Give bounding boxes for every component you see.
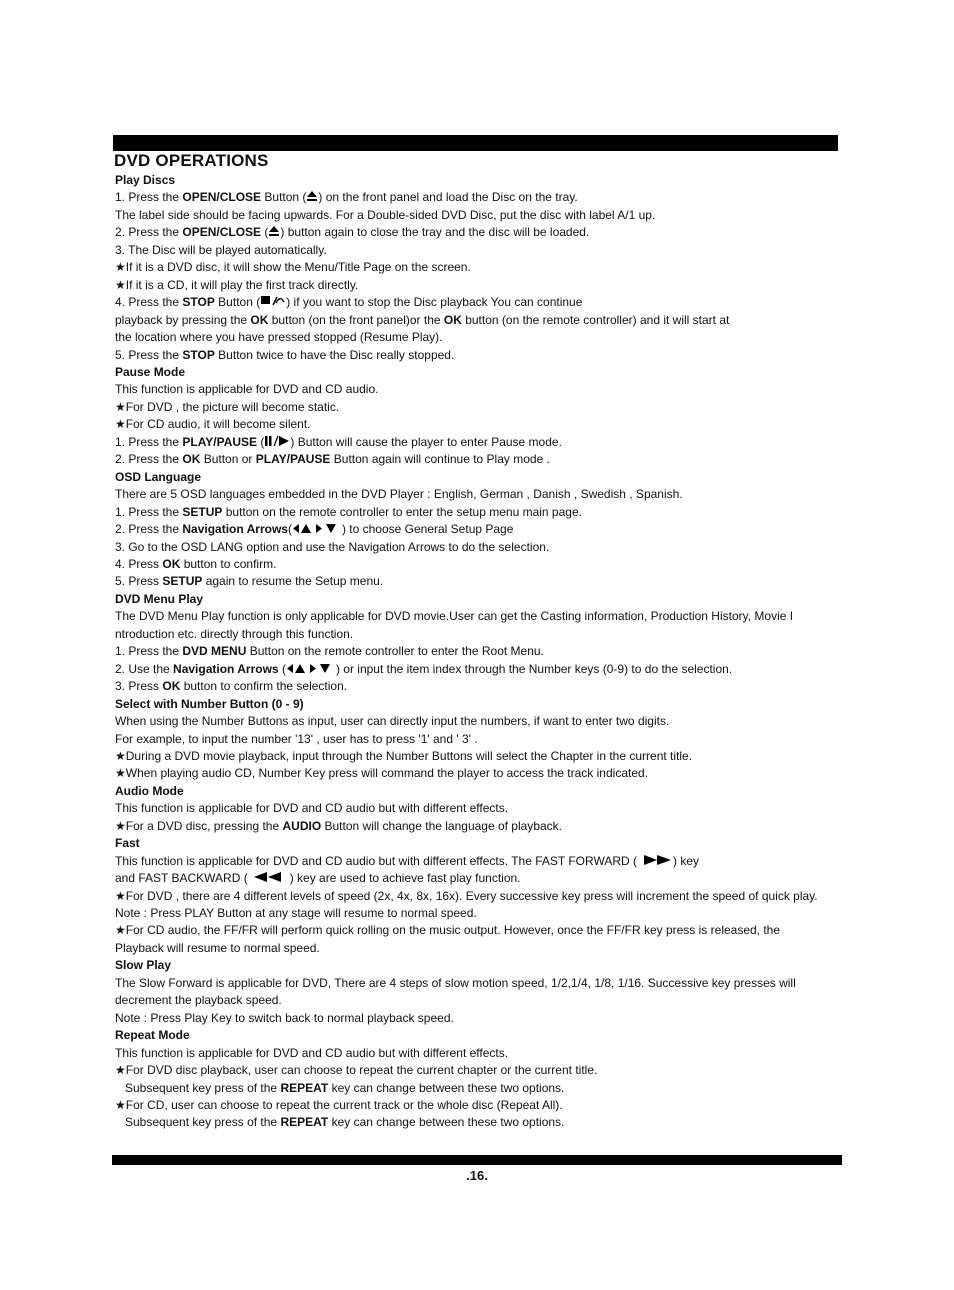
line: The DVD Menu Play function is only applicable for DVD movie.User can get the Casting information, Production History, Movie I [115, 609, 794, 624]
line: This function is applicable for DVD and CD audio. [115, 382, 379, 397]
line: 1. Press the SETUP button on the remote controller to enter the setup menu main page. [115, 504, 582, 519]
line: This function is applicable for DVD and CD audio but with different effects. [115, 1045, 509, 1060]
heading-osd-language: OSD Language [115, 469, 202, 484]
line: 2. Press the OPEN/CLOSE ( ) button again to close the tray and the disc will be loaded. [115, 225, 590, 240]
star-bullet-icon: ★ [115, 277, 126, 292]
line: For example, to input the number '13' , user has to press '1' and ' 3' . [115, 731, 478, 746]
fast-backward-icon [252, 871, 284, 883]
line: decrement the playback speed. [115, 993, 282, 1008]
star-bullet-icon: ★ [115, 399, 126, 414]
line: ★For CD audio, the FF/FR will perform quick rolling on the music output. However, once the FF/FR key press is released, the [115, 923, 781, 938]
star-bullet-icon: ★ [115, 748, 126, 763]
navigation-arrows-icon [286, 663, 336, 674]
line: Note : Press Play Key to switch back to normal playback speed. [115, 1010, 454, 1025]
star-bullet-icon: ★ [115, 766, 126, 781]
heading-audio-mode: Audio Mode [115, 783, 184, 798]
heading-pause-mode: Pause Mode [115, 364, 186, 379]
line: This function is applicable for DVD and CD audio but with different effects. The FAST FORWARD ( ) key [115, 853, 700, 868]
line: 2. Press the Navigation Arrows( ) to choose General Setup Page [115, 522, 514, 537]
line: 3. Press OK button to confirm the selection. [115, 679, 348, 694]
line: Note : Press PLAY Button at any stage will resume to normal speed. [115, 906, 477, 921]
heading-slow-play: Slow Play [115, 958, 172, 973]
line: 1. Press the PLAY/PAUSE ( ) Button will cause the player to enter Pause mode. [115, 434, 562, 449]
line: ntroduction etc. directly through this function. [115, 626, 354, 641]
line: ★For DVD , there are 4 different levels of speed (2x, 4x, 8x, 16x). Every successive key press will increment the speed of quick play. [115, 888, 818, 903]
line: This function is applicable for DVD and CD audio but with different effects. [115, 801, 509, 816]
heading-play-discs: Play Discs [115, 173, 176, 187]
line: ★When playing audio CD, Number Key press will command the player to access the track indicated. [115, 766, 649, 781]
line: ★If it is a DVD disc, it will show the Menu/Title Page on the screen. [115, 260, 471, 275]
line: ★For DVD , the picture will become static. [115, 399, 340, 414]
line: ★For a DVD disc, pressing the AUDIO Button will change the language of playback. [115, 818, 563, 833]
line: 4. Press OK button to confirm. [115, 556, 277, 571]
line: 2. Use the Navigation Arrows ( ) or input the item index through the Number keys (0-9) to do the selection. [115, 661, 733, 676]
play-pause-icon [264, 435, 290, 447]
heading-number-button: Select with Number Button (0 - 9) [115, 696, 304, 711]
star-bullet-icon: ★ [115, 417, 126, 432]
line: There are 5 OSD languages embedded in the DVD Player : English, German , Danish , Swedish , Spanish. [115, 487, 683, 502]
heading-dvd-menu-play: DVD Menu Play [115, 591, 204, 606]
line: and FAST BACKWARD ( ) key are used to achieve fast play function. [115, 871, 521, 886]
line: 2. Press the OK Button or PLAY/PAUSE Button again will continue to Play mode . [115, 452, 550, 467]
page-number: .16. [466, 1168, 488, 1183]
line: When using the Number Buttons as input, user can directly input the numbers, if want to enter two digits. [115, 714, 670, 729]
line: ★For CD, user can choose to repeat the current track or the whole disc (Repeat All). [115, 1098, 563, 1113]
line: 1. Press the OPEN/CLOSE Button ( ) on the front panel and load the Disc on the tray. [115, 190, 578, 205]
star-bullet-icon: ★ [115, 1098, 126, 1113]
fast-forward-icon [643, 854, 673, 866]
line: The Slow Forward is applicable for DVD, There are 4 steps of slow motion speed, 1/2,1/4, 1/8, 1/16. Successive key presses will [115, 975, 796, 990]
line: playback by pressing the OK button (on the front panel)or the OK button (on the remote controller) and it will start at [115, 312, 730, 327]
line: ★During a DVD movie playback, input through the Number Buttons will select the Chapter in the current title. [115, 748, 693, 763]
line: 5. Press the STOP Button twice to have the Disc really stopped. [115, 347, 455, 362]
line: 4. Press the STOP Button ( ) if you want to stop the Disc playback You can continue [115, 295, 583, 310]
line: ★For DVD disc playback, user can choose to repeat the current chapter or the current title. [115, 1063, 598, 1078]
line: 5. Press SETUP again to resume the Setup menu. [115, 574, 384, 589]
eject-icon [306, 190, 318, 202]
heading-repeat-mode: Repeat Mode [115, 1028, 190, 1043]
line: the location where you have pressed stopped (Resume Play). [115, 330, 443, 345]
stop-icon [260, 295, 286, 307]
line: Subsequent key press of the REPEAT key can change between these two options. [125, 1080, 565, 1095]
navigation-arrows-icon [292, 523, 342, 534]
bottom-footer-bar [112, 1155, 842, 1165]
star-bullet-icon: ★ [115, 1063, 126, 1078]
line: 3. Go to the OSD LANG option and use the Navigation Arrows to do the selection. [115, 539, 550, 554]
star-bullet-icon: ★ [115, 260, 126, 275]
top-header-bar [113, 135, 838, 151]
manual-content [115, 172, 855, 1132]
line: The label side should be facing upwards. For a Double-sided DVD Disc, put the disc with label A/1 up. [115, 207, 656, 222]
star-bullet-icon: ★ [115, 818, 126, 833]
heading-fast: Fast [115, 836, 140, 851]
line: Playback will resume to normal speed. [115, 940, 320, 955]
line: 1. Press the DVD MENU Button on the remote controller to enter the Root Menu. [115, 644, 544, 659]
section-title: DVD OPERATIONS [114, 151, 269, 170]
star-bullet-icon: ★ [115, 888, 126, 903]
line: Subsequent key press of the REPEAT key can change between these two options. [125, 1115, 565, 1130]
eject-icon [268, 225, 280, 237]
line: 3. The Disc will be played automatically. [115, 242, 327, 257]
line: ★For CD audio, it will become silent. [115, 417, 311, 432]
line: ★If it is a CD, it will play the first track directly. [115, 277, 359, 292]
star-bullet-icon: ★ [115, 923, 126, 938]
